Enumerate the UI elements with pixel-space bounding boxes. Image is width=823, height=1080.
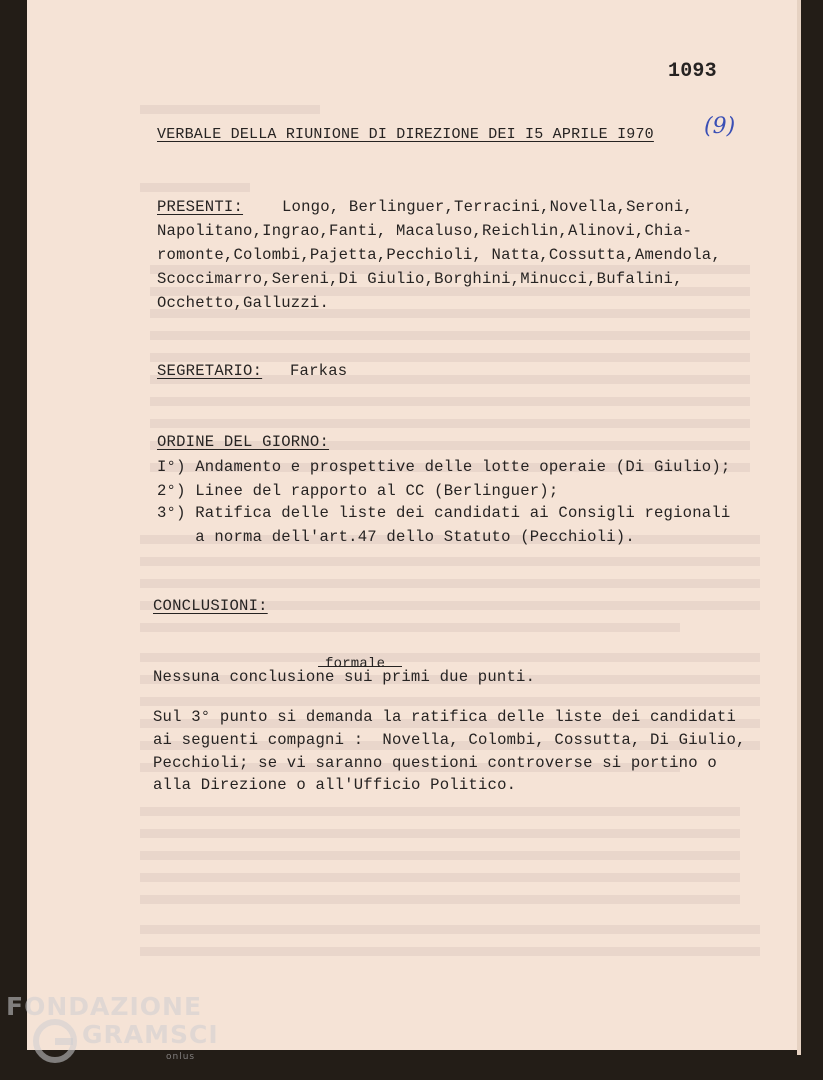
presenti-line: Scoccimarro,Sereni,Di Giulio,Borghini,Minucci,Bufalini, xyxy=(157,270,683,288)
page-edge xyxy=(797,0,801,1055)
segretario-label: SEGRETARIO: xyxy=(157,362,263,380)
presenti-line: romonte,Colombi,Pajetta,Pecchioli, Natta,Cossutta,Amendola, xyxy=(157,246,721,264)
conclusion-paragraph-line: Pecchioli; se vi saranno questioni controverse si portino o xyxy=(153,754,717,772)
ordine-item: I°) Andamento e prospettive delle lotte operaie (Di Giulio); xyxy=(157,458,731,476)
conclusion-paragraph-line: alla Direzione o all'Ufficio Politico. xyxy=(153,776,517,794)
watermark-line3: onlus xyxy=(166,1052,196,1062)
ordine-label: ORDINE DEL GIORNO: xyxy=(157,433,330,451)
segretario-value: Farkas xyxy=(290,362,348,380)
conclusion-paragraph-line: ai seguenti compagni : Novella, Colombi, Cossutta, Di Giulio, xyxy=(153,731,746,749)
ordine-item: a norma dell'art.47 dello Statuto (Pecchioli). xyxy=(157,528,635,546)
conclusion-paragraph-line: Sul 3° punto si demanda la ratifica delle liste dei candidati xyxy=(153,708,737,726)
page-number: 1093 xyxy=(668,60,717,83)
watermark-line1: FONDAZIONE xyxy=(6,992,203,1021)
insert-word: formale xyxy=(325,656,386,672)
ordine-item: 3°) Ratifica delle liste dei candidati ai Consigli regionali xyxy=(157,504,731,522)
presenti-line: Occhetto,Galluzzi. xyxy=(157,294,330,312)
conclusioni-label: CONCLUSIONI: xyxy=(153,597,268,615)
handwritten-note: (9) xyxy=(704,114,736,139)
ordine-item: 2°) Linee del rapporto al CC (Berlinguer); xyxy=(157,482,559,500)
conclusion-line-end: sui primi due punti. xyxy=(344,668,536,686)
document-title: VERBALE DELLA RIUNIONE DI DIREZIONE DEI I5 APRILE I970 xyxy=(157,126,654,143)
gramsci-logo-icon xyxy=(32,1018,78,1064)
presenti-line: Napolitano,Ingrao,Fanti, Macaluso,Reichlin,Alinovi,Chia- xyxy=(157,222,693,240)
watermark-line2: GRAMSCI xyxy=(82,1020,219,1049)
presenti-line: Longo, Berlinguer,Terracini,Novella,Seroni, xyxy=(282,198,693,216)
insert-mark xyxy=(318,666,402,667)
conclusion-line-start: Nessuna conclusione xyxy=(153,668,335,686)
presenti-label: PRESENTI: xyxy=(157,198,244,216)
